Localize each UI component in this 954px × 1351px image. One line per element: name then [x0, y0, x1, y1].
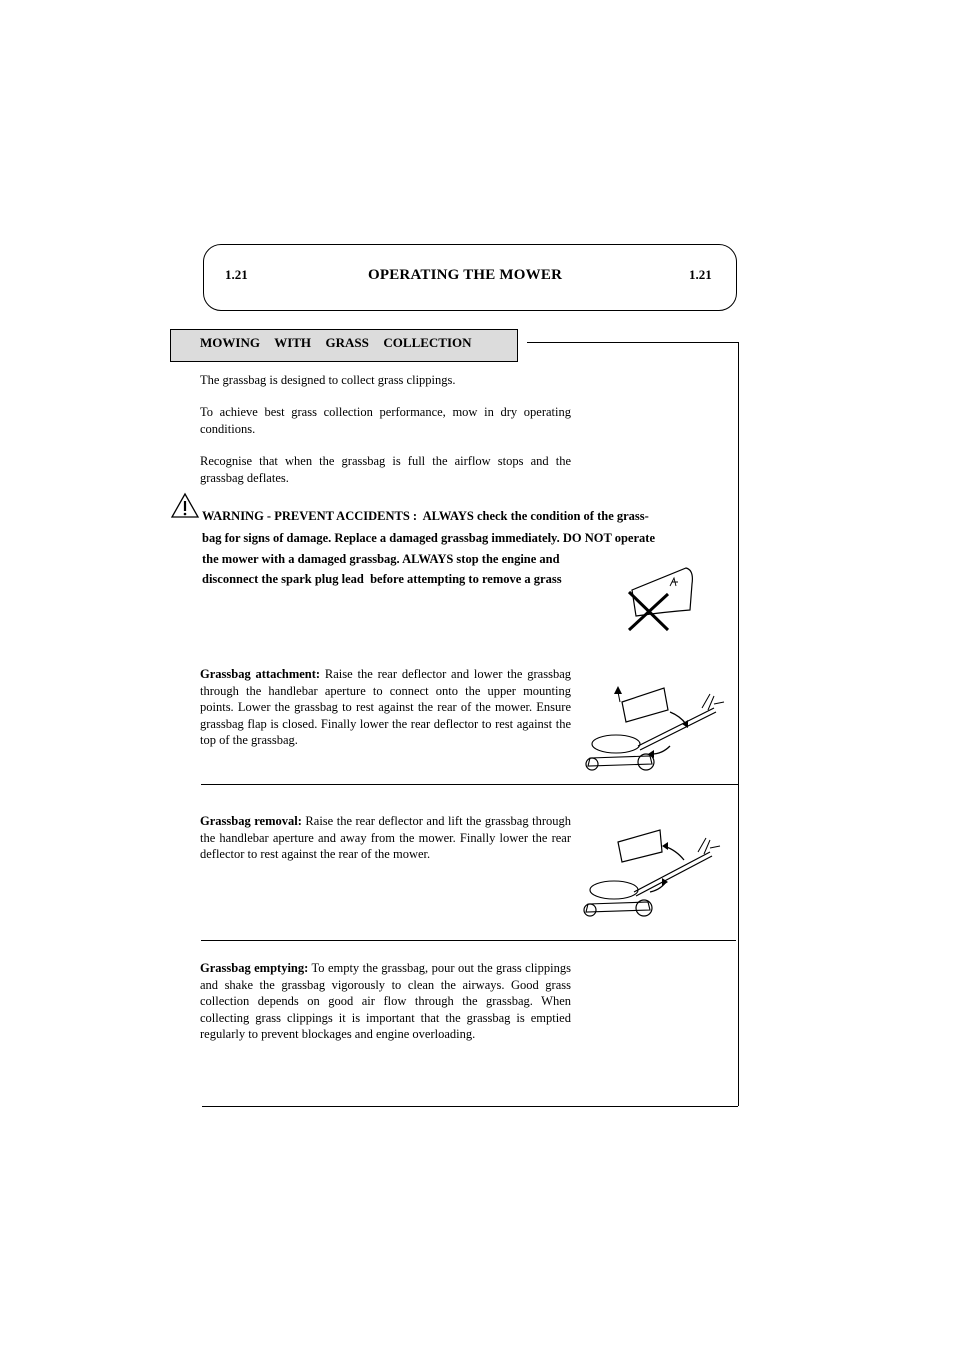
divider-2	[201, 940, 736, 941]
removal-label: Grassbag removal:	[200, 814, 302, 828]
section-number-right: 1.21	[689, 267, 712, 282]
section-heading: MOWING WITH GRASS COLLECTION	[200, 335, 472, 350]
frame-bottom-line	[202, 1106, 738, 1107]
emptying-paragraph	[200, 960, 571, 1043]
warning-line-1: WARNING - PREVENT ACCIDENTS : ALWAYS check the condition of the grass-	[202, 509, 649, 523]
grassbag-attach-illustration	[578, 680, 732, 772]
attachment-text: Raise the rear deflector and lower the grassbag through the handlebar aperture to connect onto the upper mounting points. Lower the grassbag to rest against the rear of the mower. Ensure grassbag flap is closed. Finally lower the rear deflector to rest against the top of the grassbag.	[200, 667, 572, 747]
emptying-text: To empty the grassbag, pour out the grass clippings and shake the grassbag vigorously to clean the airways. Good grass collection depends on good air flow through the grassbag. When collecting grass clippings it is important that the grassbag is emptied regularly to prevent blockages and engine overloading.	[200, 961, 571, 1041]
warning-line-2: bag for signs of damage. Replace a damaged grassbag immediately. DO NOT operate	[202, 531, 655, 545]
page-title: OPERATING THE MOWER	[368, 267, 563, 283]
attachment-paragraph	[200, 666, 571, 749]
removal-text: Raise the rear deflector and lift the grassbag through the handlebar aperture and away from the mower. Finally lower the rear deflector to rest against the rear of the mower.	[200, 814, 572, 861]
frame-right-line	[738, 342, 739, 1106]
intro-paragraph-2: To achieve best grass collection performance, mow in dry operating conditions.	[200, 405, 571, 436]
frame-top-line	[527, 342, 738, 343]
divider-1	[201, 784, 738, 785]
warning-line-4: disconnect the spark plug lead before attempting to remove a grass	[202, 572, 562, 586]
removal-paragraph	[200, 813, 571, 863]
intro-paragraph-1: The grassbag is designed to collect grass clippings.	[200, 373, 456, 387]
warning-line-3: the mower with a damaged grassbag. ALWAYS stop the engine and	[202, 552, 560, 566]
attachment-label: Grassbag attachment:	[200, 667, 321, 681]
grassbag-remove-illustration	[576, 826, 730, 918]
warning-triangle-icon	[170, 492, 200, 519]
section-number-left: 1.21	[225, 267, 248, 282]
damaged-grassbag-crossed-icon	[624, 564, 696, 636]
intro-paragraph-3: Recognise that when the grassbag is full the airflow stops and the grassbag deflates.	[200, 454, 571, 485]
emptying-label: Grassbag emptying:	[200, 961, 309, 975]
